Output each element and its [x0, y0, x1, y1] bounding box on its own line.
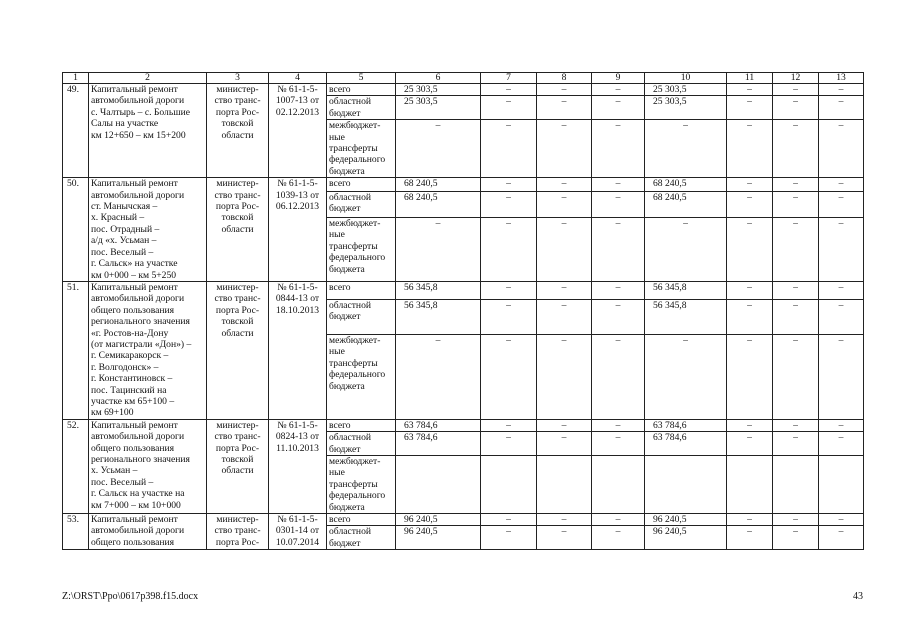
- text-line: г. Сальск» на участке: [91, 258, 178, 270]
- value-cell-11: –: [727, 120, 773, 178]
- text-line: № 61-1-5-: [277, 281, 318, 293]
- text-line: бюджет: [329, 203, 361, 215]
- text-line: 10.07.2014: [275, 536, 320, 548]
- text-line: а/д «х. Усьман –: [91, 235, 157, 247]
- text-line: области: [221, 327, 254, 339]
- value-cell-7: [481, 456, 537, 514]
- text-line: области: [221, 223, 254, 235]
- value-cell-13: –: [819, 526, 864, 550]
- value-cell-8: [537, 456, 592, 514]
- funding-source: [327, 191, 396, 217]
- value-cell-13: –: [819, 218, 864, 282]
- funding-source: [327, 419, 396, 431]
- value-cell-9: –: [592, 84, 645, 96]
- value-cell-9: –: [592, 191, 645, 217]
- value-cell-7: –: [481, 191, 537, 217]
- funding-source: [327, 526, 396, 550]
- column-number-7: 7: [481, 73, 537, 84]
- value-cell-13: –: [819, 281, 864, 299]
- entry-description: [89, 84, 207, 178]
- value-cell-13: –: [819, 191, 864, 217]
- value-cell-9: –: [592, 526, 645, 550]
- text-line: ст. Манычская –: [91, 201, 158, 213]
- value-cell-6: 56 345,8: [396, 281, 481, 299]
- text-line: общего пользования: [91, 442, 175, 454]
- responsible-agency: [207, 419, 269, 513]
- text-line: бюджета: [329, 263, 365, 275]
- text-line: бюджет: [329, 443, 361, 455]
- text-line: бюджета: [329, 165, 365, 177]
- value-cell-12: –: [773, 334, 819, 419]
- value-cell-10: [645, 456, 727, 514]
- funding-source: [327, 334, 396, 419]
- text-line: г. Константиновск –: [91, 373, 173, 385]
- text-line: областной: [329, 96, 372, 108]
- text-line: бюджет: [329, 311, 361, 323]
- text-line: товской: [221, 118, 254, 130]
- text-line: регионального значения: [91, 316, 190, 328]
- text-line: Салы на участке: [91, 118, 159, 130]
- text-line: министер-: [216, 178, 259, 190]
- text-line: с. Чалтырь – с. Большие: [91, 106, 191, 118]
- text-line: общего пользования: [91, 536, 175, 548]
- value-cell-10: 63 784,6: [645, 432, 727, 456]
- value-cell-6: –: [396, 218, 481, 282]
- value-cell-8: –: [537, 191, 592, 217]
- value-cell-12: –: [773, 218, 819, 282]
- value-cell-7: –: [481, 281, 537, 299]
- text-line: км 0+000 – км 5+250: [91, 269, 177, 281]
- document-reference: [269, 419, 327, 513]
- text-line: «г. Ростов-на-Дону: [91, 327, 169, 339]
- value-cell-11: –: [727, 84, 773, 96]
- value-cell-8: –: [537, 218, 592, 282]
- value-cell-7: –: [481, 432, 537, 456]
- column-number-8: 8: [537, 73, 592, 84]
- text-line: области: [221, 129, 254, 141]
- text-line: 0301-14 от: [275, 525, 320, 537]
- value-cell-10: –: [645, 120, 727, 178]
- value-cell-7: –: [481, 120, 537, 178]
- value-cell-12: –: [773, 300, 819, 335]
- value-cell-11: –: [727, 96, 773, 120]
- value-cell-12: [773, 456, 819, 514]
- value-cell-12: –: [773, 432, 819, 456]
- budget-table: [62, 72, 864, 550]
- value-cell-12: –: [773, 526, 819, 550]
- text-line: № 61-1-5-: [277, 84, 318, 95]
- text-line: всего: [329, 419, 351, 431]
- value-cell-9: –: [592, 432, 645, 456]
- table-body: [63, 73, 864, 550]
- value-cell-7: –: [481, 84, 537, 96]
- document-reference: [269, 178, 327, 282]
- value-cell-13: –: [819, 432, 864, 456]
- value-cell-9: –: [592, 419, 645, 431]
- value-cell-10: 56 345,8: [645, 281, 727, 299]
- funding-source: [327, 432, 396, 456]
- value-cell-6: 68 240,5: [396, 191, 481, 217]
- value-cell-7: –: [481, 218, 537, 282]
- value-cell-12: –: [773, 514, 819, 526]
- text-line: ство транс-: [214, 525, 261, 537]
- value-cell-7: –: [481, 300, 537, 335]
- value-cell-9: –: [592, 514, 645, 526]
- text-line: № 61-1-5-: [277, 514, 318, 526]
- text-line: пос. Тацинский на: [91, 384, 167, 396]
- page-number: 43: [853, 591, 863, 602]
- value-cell-13: –: [819, 334, 864, 419]
- value-cell-8: –: [537, 300, 592, 335]
- value-cell-12: –: [773, 419, 819, 431]
- value-cell-6: 63 784,6: [396, 432, 481, 456]
- value-cell-9: –: [592, 178, 645, 192]
- value-cell-12: –: [773, 120, 819, 178]
- value-cell-6: –: [396, 120, 481, 178]
- column-number-1: 1: [63, 73, 89, 84]
- value-cell-6: 63 784,6: [396, 419, 481, 431]
- value-cell-12: –: [773, 84, 819, 96]
- value-cell-11: –: [727, 218, 773, 282]
- entry-number: 49.: [63, 84, 89, 178]
- entry-number: 51.: [63, 281, 89, 419]
- value-cell-6: 96 240,5: [396, 526, 481, 550]
- text-line: трансферты: [329, 143, 378, 155]
- value-cell-8: –: [537, 84, 592, 96]
- table-row: [63, 514, 864, 526]
- text-line: г. Волгодонск» –: [91, 361, 159, 373]
- table-row: [63, 178, 864, 192]
- text-line: ные: [329, 131, 345, 143]
- value-cell-9: –: [592, 120, 645, 178]
- text-line: г. Семикаракорск –: [91, 350, 169, 362]
- text-line: бюджета: [329, 380, 365, 392]
- value-cell-9: –: [592, 218, 645, 282]
- text-line: км 12+650 – км 15+200: [91, 129, 186, 141]
- value-cell-9: [592, 456, 645, 514]
- text-line: ные: [329, 229, 345, 241]
- text-line: участке км 65+100 –: [91, 395, 175, 407]
- funding-source: [327, 456, 396, 514]
- text-line: областной: [329, 300, 372, 312]
- text-line: х. Усьман –: [91, 465, 138, 477]
- text-line: 0824-13 от: [275, 431, 320, 443]
- value-cell-8: –: [537, 281, 592, 299]
- value-cell-10: 96 240,5: [645, 526, 727, 550]
- text-line: ство транс-: [214, 293, 261, 305]
- value-cell-12: –: [773, 281, 819, 299]
- text-line: всего: [329, 281, 351, 293]
- column-number-5: 5: [327, 73, 396, 84]
- value-cell-13: –: [819, 514, 864, 526]
- text-line: порта Рос-: [215, 536, 260, 548]
- text-line: министер-: [216, 419, 259, 431]
- value-cell-13: –: [819, 96, 864, 120]
- text-line: г. Сальск на участке на: [91, 488, 185, 500]
- text-line: х. Красный –: [91, 212, 145, 224]
- value-cell-11: –: [727, 432, 773, 456]
- value-cell-11: –: [727, 281, 773, 299]
- funding-source: [327, 96, 396, 120]
- text-line: Капитальный ремонт: [91, 419, 178, 431]
- value-cell-7: –: [481, 334, 537, 419]
- responsible-agency: [207, 281, 269, 419]
- value-cell-11: –: [727, 526, 773, 550]
- value-cell-11: –: [727, 419, 773, 431]
- text-line: Капитальный ремонт: [91, 281, 178, 293]
- document-reference: [269, 514, 327, 550]
- text-line: федерального: [329, 252, 386, 264]
- value-cell-10: 25 303,5: [645, 84, 727, 96]
- text-line: пос. Веселый –: [91, 246, 154, 258]
- text-line: министер-: [216, 281, 259, 293]
- text-line: ные: [329, 467, 345, 479]
- column-number-2: 2: [89, 73, 207, 84]
- responsible-agency: [207, 178, 269, 282]
- text-line: регионального значения: [91, 454, 190, 465]
- text-line: всего: [329, 84, 351, 95]
- funding-source: [327, 178, 396, 192]
- value-cell-10: 96 240,5: [645, 514, 727, 526]
- value-cell-7: –: [481, 526, 537, 550]
- text-line: областной: [329, 191, 372, 203]
- value-cell-6: [396, 456, 481, 514]
- text-line: министер-: [216, 84, 259, 95]
- value-cell-8: –: [537, 334, 592, 419]
- text-line: ство транс-: [214, 189, 261, 201]
- funding-source: [327, 300, 396, 335]
- funding-source: [327, 514, 396, 526]
- entry-description: [89, 281, 207, 419]
- value-cell-6: 68 240,5: [396, 178, 481, 192]
- text-line: областной: [329, 526, 372, 538]
- text-line: № 61-1-5-: [277, 419, 318, 431]
- value-cell-10: –: [645, 218, 727, 282]
- text-line: пос. Отрадный –: [91, 223, 160, 235]
- file-path: Z:\ORST\Ppo\0617p398.f15.docx: [62, 591, 199, 602]
- value-cell-8: –: [537, 96, 592, 120]
- value-cell-12: –: [773, 178, 819, 192]
- value-cell-13: –: [819, 300, 864, 335]
- table-row: [63, 419, 864, 431]
- text-line: № 61-1-5-: [277, 178, 318, 190]
- value-cell-13: –: [819, 419, 864, 431]
- value-cell-9: –: [592, 334, 645, 419]
- value-cell-8: –: [537, 120, 592, 178]
- value-cell-8: –: [537, 514, 592, 526]
- text-line: 18.10.2013: [275, 304, 320, 316]
- text-line: автомобильной дороги: [91, 189, 185, 201]
- column-number-11: 11: [727, 73, 773, 84]
- funding-source: [327, 281, 396, 299]
- value-cell-6: 25 303,5: [396, 96, 481, 120]
- funding-source: [327, 218, 396, 282]
- text-line: порта Рос-: [215, 304, 260, 316]
- value-cell-12: –: [773, 96, 819, 120]
- text-line: автомобильной дороги: [91, 525, 185, 537]
- value-cell-8: –: [537, 432, 592, 456]
- entry-number: 50.: [63, 178, 89, 282]
- value-cell-10: –: [645, 334, 727, 419]
- text-line: товской: [221, 316, 254, 328]
- text-line: Капитальный ремонт: [91, 84, 178, 95]
- entry-description: [89, 419, 207, 513]
- text-line: 0844-13 от: [275, 293, 320, 305]
- value-cell-7: –: [481, 178, 537, 192]
- text-line: порта Рос-: [215, 106, 260, 118]
- value-cell-7: –: [481, 514, 537, 526]
- column-number-header-row: [63, 73, 864, 84]
- document-reference: [269, 84, 327, 178]
- table-row: [63, 281, 864, 299]
- text-line: товской: [221, 454, 254, 465]
- text-line: 02.12.2013: [275, 106, 320, 118]
- text-line: 11.10.2013: [276, 442, 319, 454]
- text-line: км 7+000 – км 10+000: [91, 499, 181, 511]
- text-line: бюджет: [329, 537, 361, 549]
- text-line: общего пользования: [91, 304, 175, 316]
- text-line: межбюджет-: [329, 334, 381, 346]
- value-cell-11: –: [727, 191, 773, 217]
- text-line: порта Рос-: [215, 442, 260, 454]
- text-line: областной: [329, 432, 372, 444]
- entry-number: 53.: [63, 514, 89, 550]
- value-cell-11: –: [727, 178, 773, 192]
- text-line: федерального: [329, 369, 386, 381]
- funding-source: [327, 120, 396, 178]
- value-cell-10: 68 240,5: [645, 178, 727, 192]
- text-line: км 69+100: [91, 407, 134, 419]
- text-line: министер-: [216, 514, 259, 526]
- text-line: товской: [221, 212, 254, 224]
- column-number-9: 9: [592, 73, 645, 84]
- text-line: федерального: [329, 490, 386, 502]
- funding-source: [327, 84, 396, 96]
- text-line: области: [221, 465, 254, 477]
- value-cell-11: –: [727, 334, 773, 419]
- text-line: Капитальный ремонт: [91, 514, 178, 526]
- value-cell-9: –: [592, 96, 645, 120]
- entry-number: 52.: [63, 419, 89, 513]
- value-cell-11: –: [727, 300, 773, 335]
- text-line: межбюджет-: [329, 456, 381, 467]
- text-line: федерального: [329, 154, 386, 166]
- text-line: всего: [329, 178, 351, 190]
- text-line: автомобильной дороги: [91, 95, 185, 107]
- value-cell-6: 96 240,5: [396, 514, 481, 526]
- value-cell-10: 63 784,6: [645, 419, 727, 431]
- value-cell-11: –: [727, 514, 773, 526]
- document-reference: [269, 281, 327, 419]
- value-cell-8: –: [537, 526, 592, 550]
- table-row: [63, 84, 864, 96]
- column-number-4: 4: [269, 73, 327, 84]
- value-cell-13: –: [819, 178, 864, 192]
- text-line: ство транс-: [214, 431, 261, 443]
- responsible-agency: [207, 84, 269, 178]
- entry-description: [89, 514, 207, 550]
- value-cell-11: [727, 456, 773, 514]
- text-line: бюджет: [329, 107, 361, 119]
- column-number-6: 6: [396, 73, 481, 84]
- text-line: трансферты: [329, 240, 378, 252]
- text-line: 06.12.2013: [275, 201, 320, 213]
- value-cell-13: [819, 456, 864, 514]
- value-cell-9: –: [592, 281, 645, 299]
- text-line: межбюджет-: [329, 218, 381, 230]
- budget-table-page: [62, 72, 863, 550]
- value-cell-7: –: [481, 96, 537, 120]
- text-line: 1039-13 от: [275, 189, 320, 201]
- entry-description: [89, 178, 207, 282]
- column-number-12: 12: [773, 73, 819, 84]
- column-number-13: 13: [819, 73, 864, 84]
- text-line: порта Рос-: [215, 201, 260, 213]
- text-line: ство транс-: [214, 95, 261, 107]
- column-number-10: 10: [645, 73, 727, 84]
- responsible-agency: [207, 514, 269, 550]
- value-cell-10: 25 303,5: [645, 96, 727, 120]
- text-line: ные: [329, 346, 345, 358]
- column-number-3: 3: [207, 73, 269, 84]
- text-line: всего: [329, 514, 351, 526]
- text-line: автомобильной дороги: [91, 431, 185, 443]
- value-cell-8: –: [537, 419, 592, 431]
- value-cell-13: –: [819, 84, 864, 96]
- text-line: бюджета: [329, 501, 365, 513]
- text-line: 1007-13 от: [275, 95, 320, 107]
- text-line: трансферты: [329, 478, 378, 490]
- text-line: пос. Веселый –: [91, 476, 154, 488]
- text-line: Капитальный ремонт: [91, 178, 178, 190]
- text-line: автомобильной дороги: [91, 293, 185, 305]
- value-cell-6: 56 345,8: [396, 300, 481, 335]
- value-cell-9: –: [592, 300, 645, 335]
- value-cell-6: –: [396, 334, 481, 419]
- value-cell-8: –: [537, 178, 592, 192]
- value-cell-13: –: [819, 120, 864, 178]
- value-cell-7: –: [481, 419, 537, 431]
- value-cell-10: 56 345,8: [645, 300, 727, 335]
- text-line: межбюджет-: [329, 120, 381, 132]
- value-cell-10: 68 240,5: [645, 191, 727, 217]
- text-line: трансферты: [329, 357, 378, 369]
- value-cell-12: –: [773, 191, 819, 217]
- text-line: (от магистрали «Дон») –: [91, 338, 192, 350]
- value-cell-6: 25 303,5: [396, 84, 481, 96]
